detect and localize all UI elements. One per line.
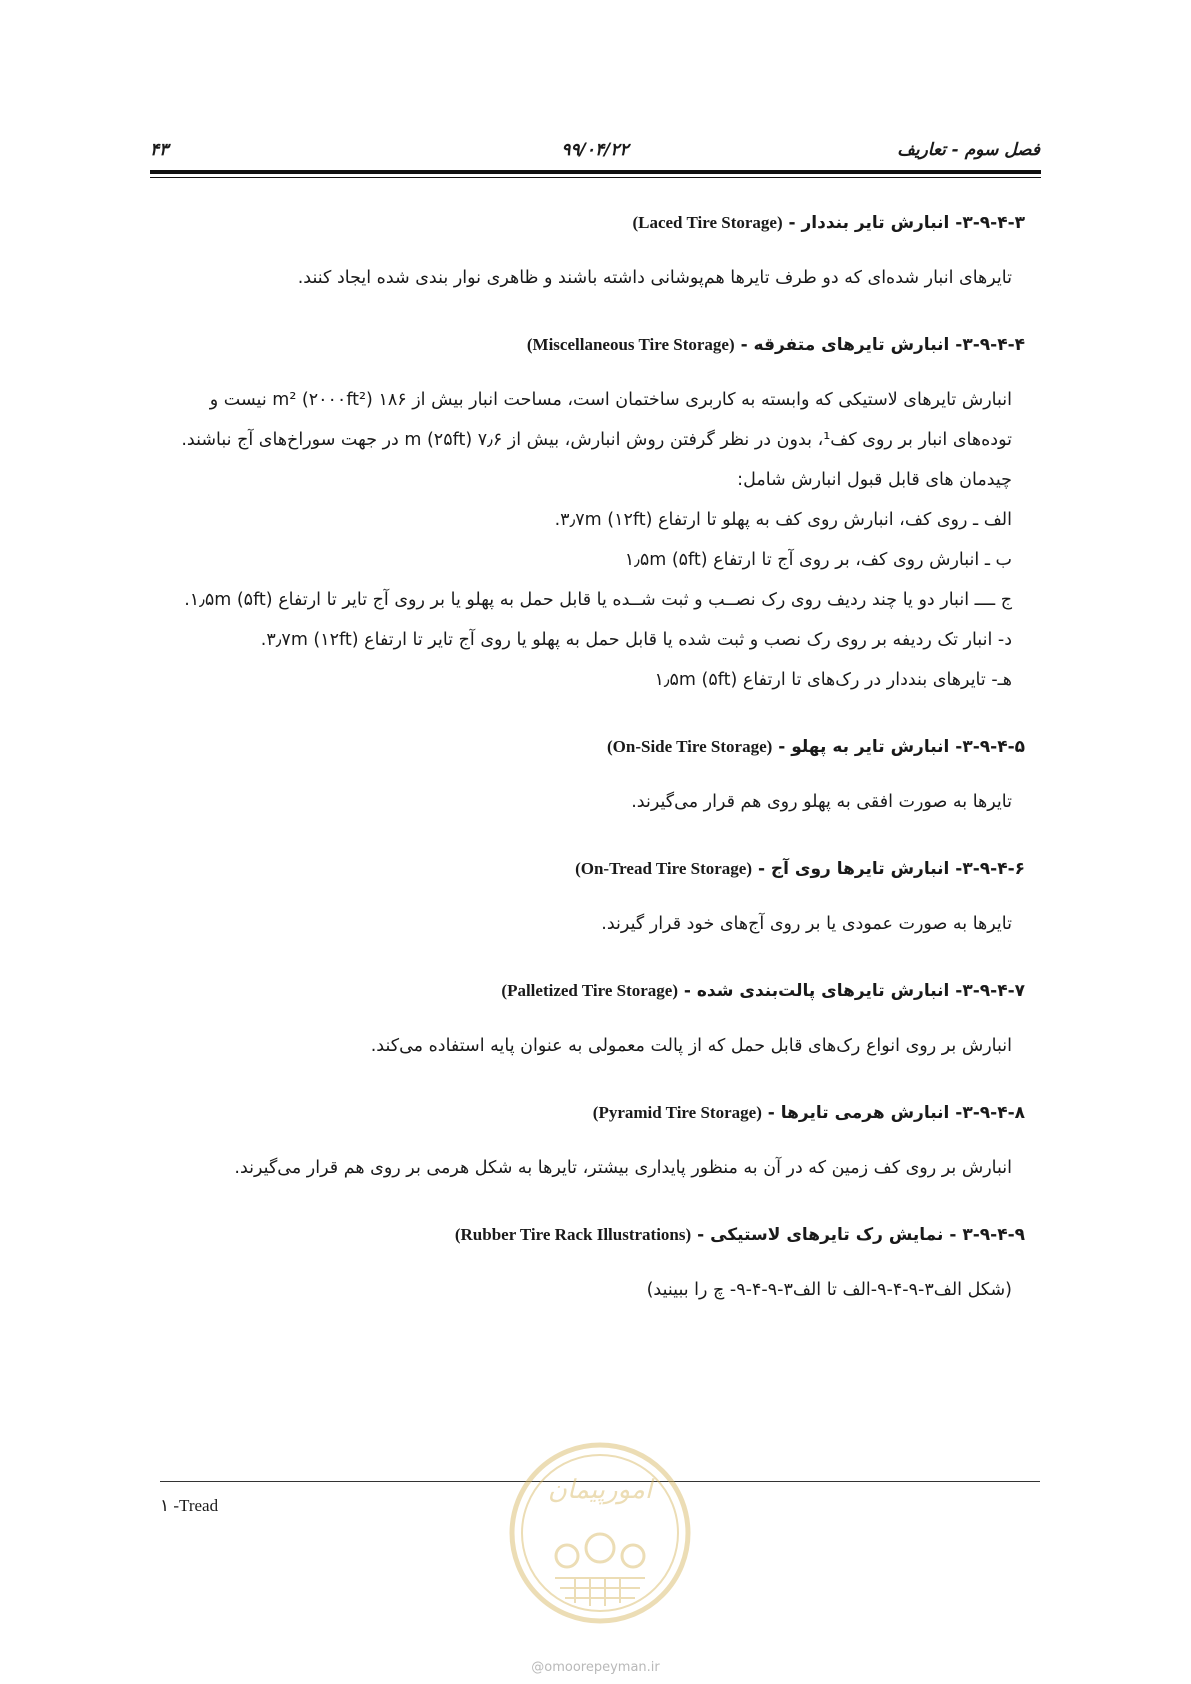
section-heading: ۳-۹-۴-۹ - نمایش رک تایرهای لاستیکی - (Rubber Tire Rack Illustrations) xyxy=(454,1225,1025,1245)
section-palletized-tire-storage xyxy=(150,978,1040,1066)
section-laced-tire-storage xyxy=(150,210,1040,298)
section-body: انبارش تایرهای لاستیکی که وابسته به کاربری ساختمان است، مساحت انبار بیش از ۱۸۶ m² (۲۰۰۰ft²) نیست و توده‌های انبار بر روی کف¹، بدون در نظر گرفتن روش انبارش، بیش از ۷٫۶ m (۲۵ft) در جهت سوراخ‌های آج نباشند. چیدمان های قابل قبول انبارش شامل: xyxy=(181,390,1012,490)
header-divider xyxy=(150,170,1041,174)
section-body: انبارش بر روی انواع رک‌های قابل حمل که از پالت معمولی به عنوان پایه استفاده می‌کند. xyxy=(370,1036,1012,1056)
section-heading: ۳-۹-۴-۷- انبارش تایرهای پالت‌بندی شده - (Palletized Tire Storage) xyxy=(501,981,1025,1001)
watermark-site: @omoorepeyman.ir xyxy=(531,1660,660,1675)
section-body: تایرهای انبار شده‌ای که دو طرف تایرها هم‌پوشانی داشته باشند و ظاهری نوار بندی شده ایجاد کنند. xyxy=(297,268,1012,288)
document-body xyxy=(150,210,1040,1338)
watermark-logo-icon xyxy=(505,1438,695,1628)
section-heading: ۳-۹-۴-۴- انبارش تایرهای متفرقه - (Miscellaneous Tire Storage) xyxy=(526,335,1025,355)
section-body: تایرها به صورت افقی به پهلو روی هم قرار می‌گیرند. xyxy=(631,792,1012,812)
list-item: د- انبار تک ردیفه بر روی رک نصب و ثبت شده یا قابل حمل به پهلو یا روی آج تایر تا ارتفاع ۳٫۷m (۱۲ft). xyxy=(260,630,1012,650)
section-pyramid-tire-storage xyxy=(150,1100,1040,1188)
list-item: هـ- تایرهای بنددار در رک‌های تا ارتفاع ۱٫۵m (۵ft) xyxy=(654,670,1012,690)
page-number: ۴۳ xyxy=(150,140,169,160)
list-item: ب ـ انبارش روی کف، بر روی آج تا ارتفاع ۱٫۵m (۵ft) xyxy=(624,550,1012,570)
page-header xyxy=(150,140,1040,166)
section-body: انبارش بر روی کف زمین که در آن به منظور پایداری بیشتر، تایرها به شکل هرمی بر روی هم قرار می‌گیرند. xyxy=(234,1158,1012,1178)
header-divider-thin xyxy=(150,177,1041,178)
section-miscellaneous-tire-storage xyxy=(150,332,1040,700)
section-on-tread-tire-storage xyxy=(150,856,1040,944)
section-body: تایرها به صورت عمودی یا بر روی آج‌های خود قرار گیرند. xyxy=(601,914,1012,934)
list-item: الف ـ روی کف، انبارش روی کف به پهلو تا ارتفاع ۳٫۷m (۱۲ft). xyxy=(554,510,1012,530)
section-heading: ۳-۹-۴-۸- انبارش هرمی تایرها - (Pyramid Tire Storage) xyxy=(592,1103,1025,1123)
chapter-title: فصل سوم - تعاریف xyxy=(897,140,1040,160)
section-rubber-tire-rack-illustrations xyxy=(150,1222,1040,1310)
section-heading: ۳-۹-۴-۵- انبارش تایر به پهلو - (On-Side Tire Storage) xyxy=(606,737,1025,757)
section-heading: ۳-۹-۴-۳- انبارش تایر بنددار - (Laced Tire Storage) xyxy=(632,213,1025,233)
list-item: ج ــــ انبار دو یا چند ردیف روی رک نصــب و ثبت شــده یا قابل حمل به پهلو یا بر روی آج تایر تا ارتفاع ۱٫۵m (۵ft). xyxy=(184,590,1012,610)
section-heading: ۳-۹-۴-۶- انبارش تایرها روی آج - (On-Tread Tire Storage) xyxy=(575,859,1025,879)
storage-arrangement-list xyxy=(150,500,1012,700)
footnote: ۱ -Tread xyxy=(160,1496,219,1515)
svg-text:امورپیمان: امورپیمان xyxy=(547,1475,653,1505)
section-on-side-tire-storage xyxy=(150,734,1040,822)
header-date: ۹۹/۰۴/۲۲ xyxy=(561,140,629,160)
section-body: (شکل الف۳-۹-۴-۹-الف تا الف۳-۹-۴-۹- چ را ببینید) xyxy=(646,1280,1012,1300)
